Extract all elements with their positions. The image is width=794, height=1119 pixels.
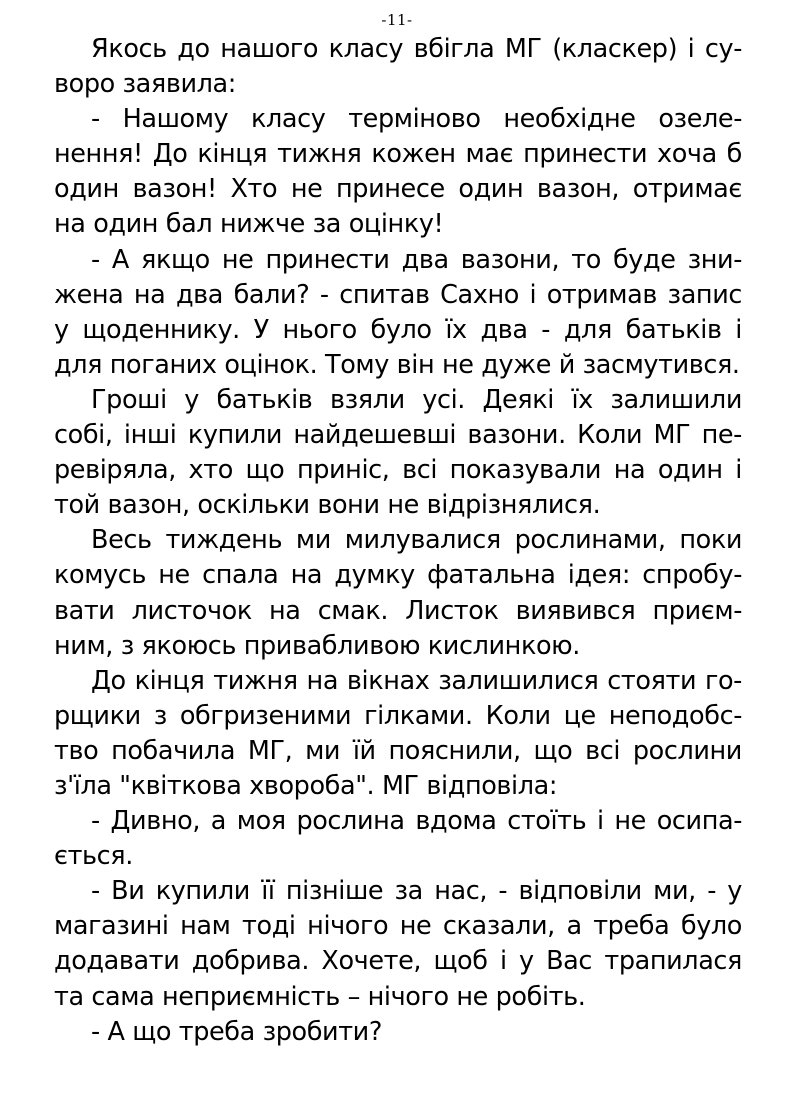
text-line: рщики з обгризеними гілками. Коли це неподобс- (54, 700, 742, 731)
text-line: той вазон, оскільки вони не відрізнялися. (54, 490, 601, 521)
text-line: один вазон! Хто не принесе один вазон, отримає (54, 174, 742, 205)
text-line: на один бал нижче за оцінку! (54, 209, 444, 240)
text-line: Гроші у батьків взяли усі. Деякі їх залишили (91, 384, 742, 415)
text-line: для поганих оцінок. Тому він не дуже й засмутився. (54, 349, 740, 380)
paragraph (54, 874, 742, 1014)
paragraph (54, 664, 742, 804)
paragraph (54, 243, 742, 383)
text-line: Якось до нашого класу вбігла МГ (класкер) і су- (91, 34, 742, 64)
text-line: у щоденнику. У нього було їх два - для батьків і (54, 314, 742, 345)
text-line: Весь тиждень ми милувалися рослинами, поки (91, 525, 742, 556)
page-text (54, 32, 742, 1050)
paragraph (54, 383, 742, 523)
text-line: жена на два бали? - спитав Сахно і отримав запис (54, 279, 742, 310)
text-line: нення! До кінця тижня кожен має принести хоча б (54, 139, 742, 170)
text-line: собі, інші купили найдешевші вазони. Коли МГ пе- (54, 420, 742, 451)
text-line: - А якщо не принести два вазони, то буде зни- (91, 244, 742, 275)
text-line: та сама неприємність – нічого не робіть. (54, 981, 586, 1012)
text-line: До кінця тижня на вікнах залишилися стояти го- (91, 665, 742, 696)
text-line: магазині нам тоді нічого не сказали, а треба було (54, 911, 742, 942)
text-line: додавати добрива. Хочете, щоб і у Вас трапилася (54, 946, 742, 977)
text-line: вати листочок на смак. Листок виявився приєм- (54, 595, 742, 626)
paragraph (54, 804, 742, 874)
paragraph (54, 1015, 742, 1050)
text-line: - Нашому класу терміново необхідне озеле- (91, 104, 742, 135)
text-line: комусь не спала на думку фатальна ідея: спробу- (54, 560, 742, 591)
text-line: тво побачила МГ, ми їй пояснили, що всі рослини (54, 735, 742, 766)
page-number: -11- (381, 11, 413, 29)
text-line: з'їла "квіткова хвороба". МГ відповіла: (54, 770, 558, 801)
text-line: воро заявила: (54, 69, 236, 100)
text-line: - Ви купили її пізніше за нас, - відповіли ми, - у (91, 876, 742, 907)
paragraph (54, 523, 742, 663)
text-line: ревіряла, хто що приніс, всі показували на один і (54, 455, 742, 486)
text-line: ним, з якоюсь привабливою кислинкою. (54, 630, 580, 661)
paragraph (54, 32, 742, 102)
text-line: - А що треба зробити? (91, 1016, 382, 1047)
text-line: ється. (54, 841, 133, 872)
paragraph (54, 102, 742, 242)
text-line: - Дивно, а моя рослина вдома стоїть і не осипа- (91, 806, 742, 837)
